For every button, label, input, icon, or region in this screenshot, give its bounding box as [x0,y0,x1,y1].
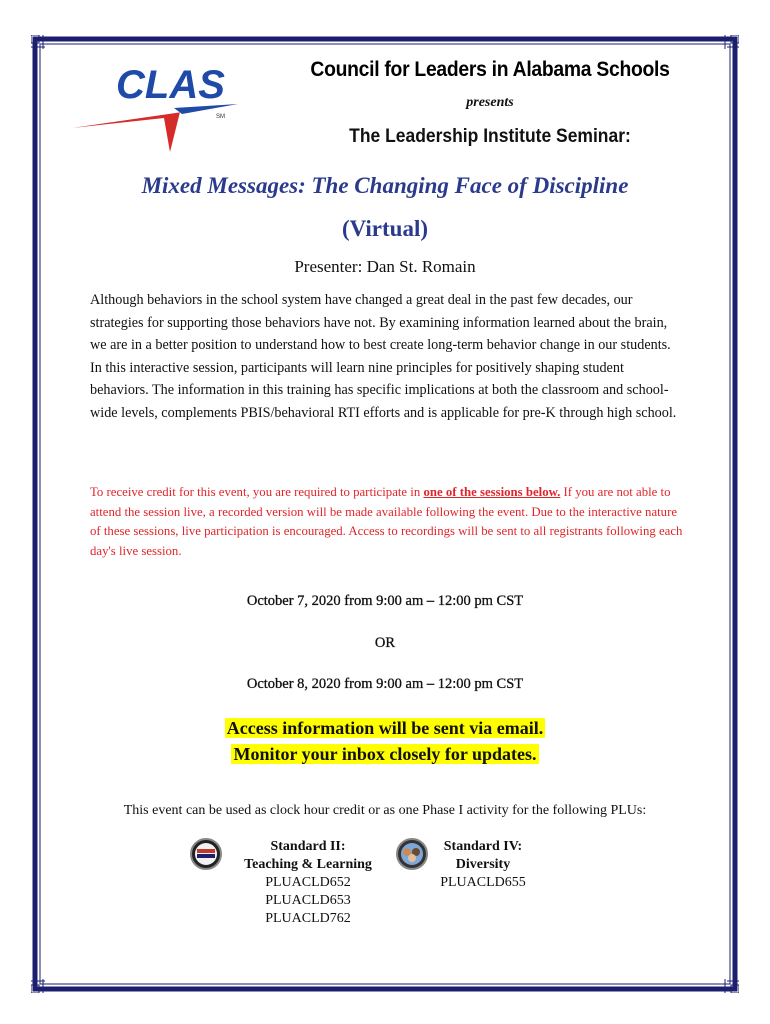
credit-text-after: If you are not able to attend the session live, a recorded version will be made available following the event. Due to the interactive nature of these sessions, live participation is encouraged. Access to recordings will be sent to all registrants following each day's live session. [90,485,683,559]
plu-code: PLUACLD653 [265,893,351,908]
organization-name: Council for Leaders in Alabama Schools [310,58,670,81]
credit-notice [90,483,686,562]
access-line-1-text: Access information will be sent via email. [226,718,544,738]
session-date-2: October 8, 2020 from 9:00 am – 12:00 pm CST [246,676,524,692]
standard-4-badge-icon [396,838,428,870]
plu-code: PLUACLD762 [265,911,351,926]
standard-2-subtitle: Teaching & Learning [244,857,372,872]
standard-4-title: Standard IV: [443,839,523,854]
session-date-1: October 7, 2020 from 9:00 am – 12:00 pm CST [246,593,524,609]
presenter: Presenter: Dan St. Romain [294,257,476,276]
access-line-2 [40,744,730,765]
plu-code: PLUACLD655 [440,875,526,890]
standard-2-title: Standard II: [270,839,346,854]
session-or: OR [374,635,396,651]
logo-text: CLAS [116,63,225,107]
event-description: Although behaviors in the school system have changed a great deal in the past few decades, our strategies for supporting those behaviors have not. By examining information learned about the brain, we are in a better position to understand how to best create long-term behavior change in our students. In this interactive session, participants will learn nine principles for positively shaping student behaviors. The information in this training has specific implications at both the classroom and school-wide levels, complements PBIS/behavioral RTI efforts and is applicable for pre-K through high school. [90,292,677,421]
plu-intro: This event can be used as clock hour credit or as one Phase I activity for the following PLUs: [123,803,647,818]
clas-logo [70,62,246,154]
standard-2-badge-icon [190,838,222,870]
standard-2 [232,838,384,928]
access-line-1 [40,718,730,739]
presents-label: presents [466,95,514,110]
logo-sm-mark: SM [216,114,225,120]
credit-text-before: To receive credit for this event, you are required to participate in [90,485,424,499]
event-format: (Virtual) [341,216,428,241]
credit-emphasis: one of the sessions below. [423,485,561,499]
plu-code: PLUACLD652 [265,875,351,890]
standard-4-subtitle: Diversity [455,857,511,872]
seminar-title: The Leadership Institute Seminar: [349,126,631,147]
event-title: Mixed Messages: The Changing Face of Discipline [141,173,629,198]
standard-4 [428,838,538,892]
access-line-2-text: Monitor your inbox closely for updates. [233,744,537,764]
